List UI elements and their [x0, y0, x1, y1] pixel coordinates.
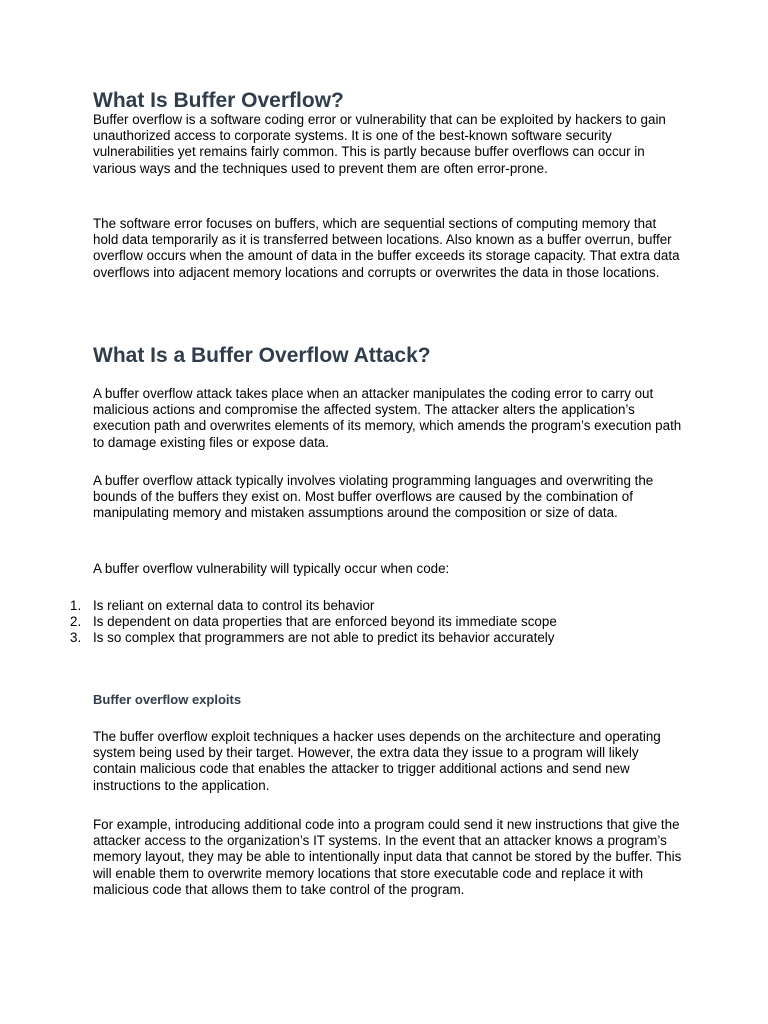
list-item-text: Is dependent on data properties that are enforced beyond its immediate scope	[93, 614, 557, 630]
list-item-text: Is so complex that programmers are not able to predict its behavior accurately	[93, 630, 555, 646]
paragraph-exploit-techniques: The buffer overflow exploit techniques a hacker uses depends on the architecture and operating system being used by their target. However, the extra data they issue to a program will likely contain malicious code that enables the attacker to trigger additional actions and send new instructions to the application.	[93, 729, 661, 793]
heading-buffer-overflow-attack: What Is a Buffer Overflow Attack?	[93, 344, 431, 367]
list-item	[0, 630, 700, 646]
heading-what-is-buffer-overflow: What Is Buffer Overflow?	[93, 89, 344, 112]
paragraph-attack-description: A buffer overflow attack takes place when an attacker manipulates the coding error to carry out malicious actions and compromise the affected system. The attacker alters the application’s execution path and overwrites elements of its memory, which amends the program’s execution path to damage existing files or expose data.	[93, 386, 682, 450]
list-item	[0, 598, 700, 614]
heading-buffer-overflow-exploits: Buffer overflow exploits	[93, 692, 242, 707]
list-item-number: 2.	[70, 614, 82, 630]
list-item-number: 3.	[70, 630, 82, 646]
paragraph-vulnerability-intro: A buffer overflow vulnerability will typically occur when code:	[93, 561, 450, 576]
paragraph-exploit-example: For example, introducing additional code into a program could send it new instructions that give the attacker access to the organization’s IT systems. In the event that an attacker knows a program’s memory layout, they may be able to intentionally input data that cannot be stored by the buffer. This will enable them to overwrite memory locations that store executable code and replace it with malicious code that allows them to take control of the program.	[93, 817, 682, 897]
paragraph-buffers-explained: The software error focuses on buffers, which are sequential sections of computing memory that hold data temporarily as it is transferred between locations. Also known as a buffer overrun, buffer overflow occurs when the amount of data in the buffer exceeds its storage capacity. That extra data overflows into adjacent memory locations and corrupts or overwrites the data in those locations.	[93, 216, 680, 280]
list-item-number: 1.	[70, 598, 82, 613]
list-item	[0, 614, 700, 630]
paragraph-attack-mechanics: A buffer overflow attack typically involves violating programming languages and overwriting the bounds of the buffers they exist on. Most buffer overflows are caused by the combination of manipulating memory and mistaken assumptions around the composition or size of data.	[93, 473, 654, 521]
vulnerability-conditions-list	[0, 598, 700, 647]
paragraph-definition: Buffer overflow is a software coding error or vulnerability that can be exploited by hackers to gain unauthorized access to corporate systems. It is one of the best-known software security vulnerabilities yet remains fairly common. This is partly because buffer overflows can occur in various ways and the techniques used to prevent them are often error-prone.	[93, 112, 666, 176]
list-item-text: Is reliant on external data to control its behavior	[93, 598, 375, 613]
